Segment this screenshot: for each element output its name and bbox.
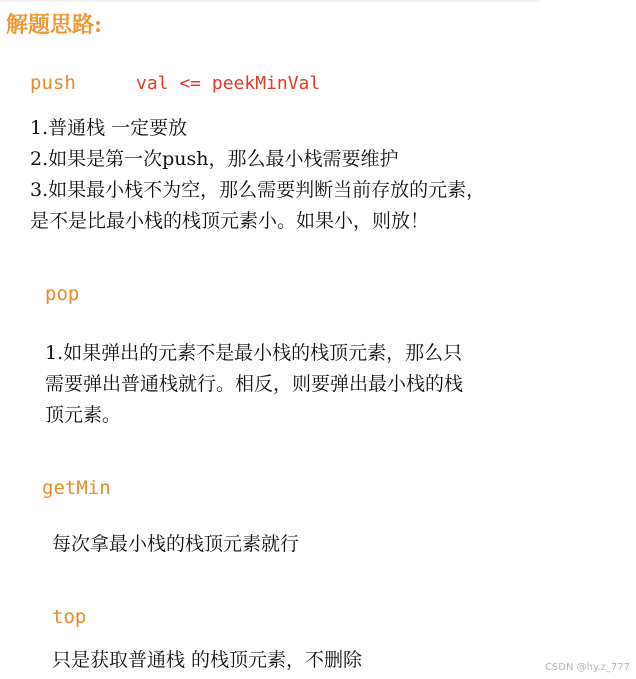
- push-label: push: [30, 72, 76, 94]
- top-divider: [0, 0, 540, 2]
- top-line-1: 只是获取普通栈 的栈顶元素，不删除: [52, 649, 363, 671]
- push-line-4: 是不是比最小栈的栈顶元素小。如果小，则放！: [30, 210, 430, 232]
- getmin-description: [52, 529, 299, 560]
- page-title: 解题思路:: [6, 12, 103, 38]
- pop-line-1: 1.如果弹出的元素不是最小栈的栈顶元素，那么只: [45, 342, 463, 364]
- watermark: CSDN @hy.z_777: [544, 662, 630, 673]
- pop-label: pop: [45, 283, 80, 305]
- getmin-line-1: 每次拿最小栈的栈顶元素就行: [52, 533, 300, 555]
- pop-description: [45, 338, 463, 431]
- getmin-label: getMin: [42, 477, 111, 499]
- top-label: top: [52, 606, 87, 628]
- pop-line-2: 需要弹出普通栈就行。相反，则要弹出最小栈的栈: [45, 373, 464, 395]
- pop-line-3: 顶元素。: [45, 404, 122, 426]
- push-line-3: 3.如果最小栈不为空，那么需要判断当前存放的元素，: [30, 179, 486, 201]
- push-condition-note: val <= peekMinVal: [136, 73, 321, 94]
- push-line-1: 1.普通栈 一定要放: [30, 117, 188, 139]
- push-line-2: 2.如果是第一次push，那么最小栈需要维护: [30, 148, 399, 170]
- push-description: [30, 113, 485, 237]
- top-description: [52, 645, 362, 676]
